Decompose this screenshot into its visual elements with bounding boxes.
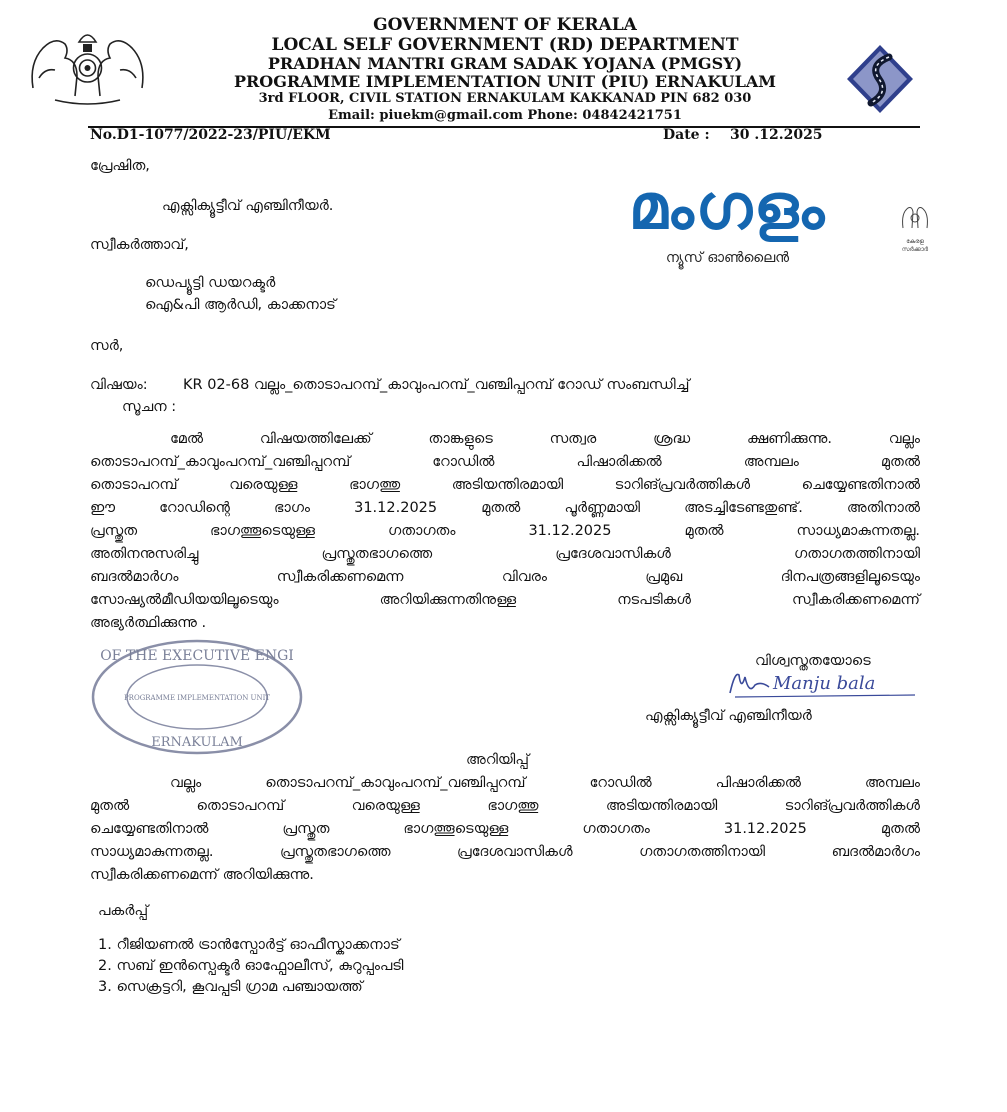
header-scheme: PRADHAN MANTRI GRAM SADAK YOJANA (PMGSY) bbox=[267, 54, 743, 73]
body-line: അഭ്യർത്ഥിക്കുന്നു . bbox=[90, 615, 207, 631]
kerala-emblem-icon bbox=[25, 18, 150, 108]
office-stamp bbox=[90, 638, 305, 756]
body-line: മേൽ വിഷയത്തിലേക്ക് താങ്കളുടെ സത്വര ശ്രദ്ധ ക്ഷണിക്കുന്നു. വല്ലം bbox=[170, 431, 920, 447]
stamp-bottom-text: ERNAKULAM bbox=[151, 735, 243, 750]
stamp-middle-text: PROGRAMME IMPLEMENTATION UNIT bbox=[123, 694, 271, 702]
body-line: ഈ റോഡിന്റെ ഭാഗം 31.12.2025 മുതൽ പൂർണ്ണമായി അടച്ചിടേണ്ടതുണ്ട്. അതിനാൽ bbox=[90, 500, 920, 516]
salutation: സർ, bbox=[90, 338, 124, 354]
copy-to-label: പകർപ്പ് bbox=[98, 903, 149, 919]
closing-regards: വിശ്വസ്തതയോടെ bbox=[755, 653, 871, 669]
pmgsy-logo-icon bbox=[845, 43, 915, 115]
notice-line: ചെയ്യേണ്ടതിനാൽ പ്രസ്തുത ഭാഗത്തൂടെയുള്ള ഗതാഗതം 31.12.2025 മുതൽ bbox=[90, 821, 920, 837]
date-label: Date : bbox=[663, 127, 710, 143]
mangalam-logo-text: മംഗളം bbox=[628, 170, 827, 243]
signature bbox=[725, 665, 925, 705]
signature-text: Manju bala bbox=[773, 673, 876, 694]
copy-to-item: 3. സെക്രട്ടറി, കൂവപ്പടി ഗ്രാമ പഞ്ചായത്ത് bbox=[98, 979, 363, 995]
notice-line: മുതൽ തൊടാപറമ്പ് വരെയുള്ള ഭാഗത്തു അടിയന്തിരമായി ടാറിങ്പ്രവർത്തികൾ bbox=[90, 798, 920, 814]
header-address: 3rd FLOOR, CIVIL STATION ERNAKULAM KAKKANAD PIN 682 030 bbox=[258, 91, 752, 106]
body-line: അതിനനുസരിച്ചു പ്രസ്തുതഭാഗത്തെ പ്രദേശവാസികൾ ഗതാഗതത്തിനായി bbox=[90, 546, 920, 562]
stamp-top-text: OF THE EXECUTIVE ENGI bbox=[100, 648, 294, 664]
notice-line: വല്ലം തൊടാപറമ്പ്_കാവുംപറമ്പ്_വഞ്ചിപ്പറമ്പ് റോഡിൽ പിഷാരിക്കൽ അമ്പലം bbox=[170, 775, 920, 791]
sender-label: പ്രേഷിത, bbox=[90, 158, 150, 174]
sender-name: എക്സിക്യൂട്ടീവ് എഞ്ചിനീയർ. bbox=[162, 198, 334, 214]
subject-label: വിഷയം: bbox=[90, 377, 148, 393]
notice-line: സാധ്യമാകുന്നതല്ല. പ്രസ്തുതഭാഗത്തെ പ്രദേശവാസികൾ ഗതാഗതത്തിനായി ബദൽമാർഗം bbox=[90, 844, 920, 860]
copy-to-item: 2. സബ് ഇൻസ്പെക്ടർ ഓഫ്പോലീസ്, കുറുപ്പംപടി bbox=[98, 958, 404, 974]
date-value: 30 .12.2025 bbox=[730, 127, 823, 143]
kerala-emblem-small-icon bbox=[900, 198, 930, 238]
header-government: GOVERNMENT OF KERALA bbox=[373, 15, 637, 35]
notice-title: അറിയിപ്പ് bbox=[466, 752, 529, 768]
emblem-caption: കേരള സർക്കാർ bbox=[901, 238, 929, 253]
header-contact: Email: piuekm@gmail.com Phone: 04842421751 bbox=[328, 108, 682, 123]
body-line: തൊടാപറമ്പ് വരെയുള്ള ഭാഗത്തു അടിയന്തിരമായി ടാറിങ്പ്രവർത്തികൾ ചെയ്യേണ്ടതിനാൽ bbox=[90, 477, 920, 493]
closing-designation: എക്സിക്യൂട്ടീവ് എഞ്ചിനീയർ bbox=[645, 708, 812, 724]
header-department: LOCAL SELF GOVERNMENT (RD) DEPARTMENT bbox=[271, 35, 739, 55]
body-line: സോഷ്യൽമീഡിയയിലൂടെയും അറിയിക്കുന്നതിനുള്ള നടപടികൾ സ്വീകരിക്കണമെന്ന് bbox=[90, 592, 920, 608]
mangalam-tagline: ന്യൂസ് ഓൺലൈൻ bbox=[665, 250, 790, 266]
recipient-label: സ്വീകർത്താവ്, bbox=[90, 237, 189, 253]
body-line: പ്രസ്തുത ഭാഗത്തൂടെയുള്ള ഗതാഗതം 31.12.2025 മുതൽ സാധ്യമാകുന്നതല്ല. bbox=[90, 523, 920, 539]
body-line: ബദൽമാർഗം സ്വീകരിക്കണമെന്ന വിവരം പ്രമുഖ ദിനപത്രങ്ങളിലൂടെയും bbox=[90, 569, 920, 585]
copy-to-item: 1. റീജിയണൽ ട്രാൻസ്പോർട്ട് ഓഫീസ്കാക്കനാട് bbox=[98, 937, 400, 953]
body-line: തൊടാപറമ്പ്_കാവുംപറമ്പ്_വഞ്ചിപ്പറമ്പ് റോഡിൽ പിഷാരിക്കൽ അമ്പലം മുതൽ bbox=[90, 454, 920, 470]
subject-text: KR 02-68 വല്ലം_തൊടാപറമ്പ്_കാവുംപറമ്പ്_വഞ്ചിപ്പറമ്പ് റോഡ് സംബന്ധിച്ച് bbox=[183, 377, 690, 393]
mangalam-watermark bbox=[560, 170, 929, 274]
subject-reference: സൂചന : bbox=[122, 399, 177, 415]
header-unit: PROGRAMME IMPLEMENTATION UNIT (PIU) ERNAKULAM bbox=[233, 72, 777, 91]
recipient-line1: ഡെപ്യൂട്ടി ഡയറക്ടർ bbox=[145, 275, 276, 291]
reference-number: No.D1-1077/2022-23/PIU/EKM bbox=[90, 127, 331, 143]
notice-line: സ്വീകരിക്കണമെന്ന് അറിയിക്കുന്നു. bbox=[90, 867, 314, 883]
recipient-line2: ഐ&പി ആർഡി, കാക്കനാട് bbox=[145, 297, 336, 313]
